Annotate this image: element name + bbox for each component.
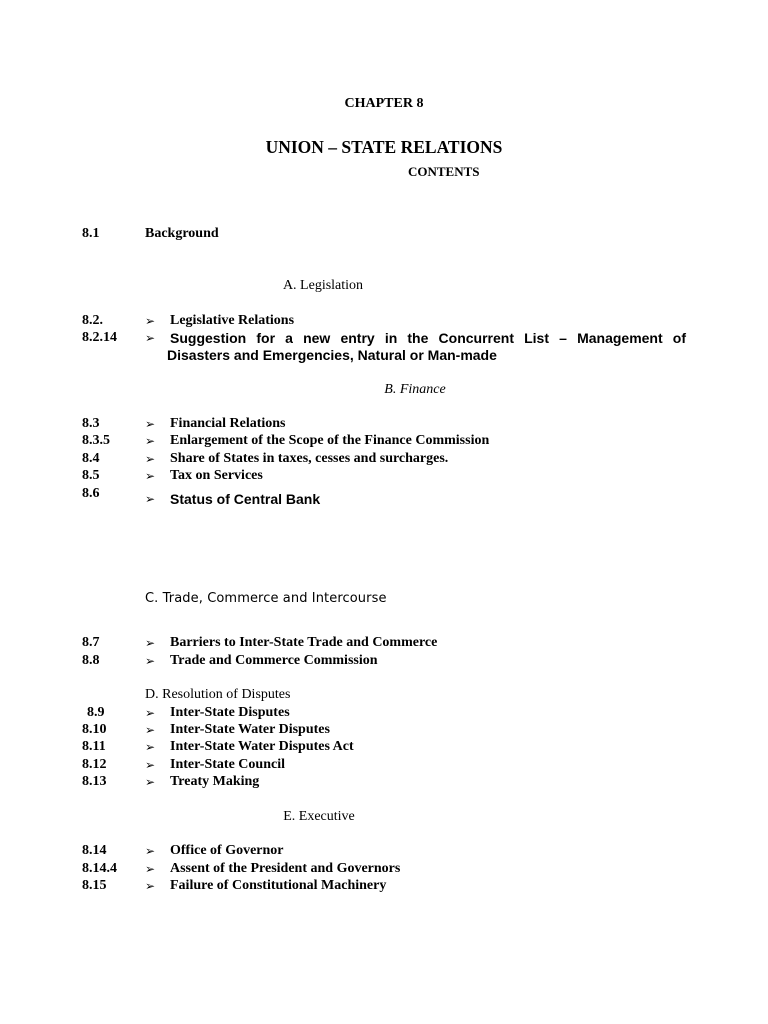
section-heading-finance: B. Finance: [384, 382, 446, 397]
entry-title: Financial Relations: [170, 416, 286, 431]
entry-number: 8.7: [82, 635, 100, 650]
entry-title: Legislative Relations: [170, 313, 295, 328]
entry-title: Trade and Commerce Commission: [170, 653, 378, 668]
section-heading-disputes: D. Resolution of Disputes: [145, 687, 291, 702]
entry-number: 8.9: [87, 705, 105, 720]
arrow-bullet-icon: ➢: [145, 331, 156, 345]
entry-title-line-1: Suggestion for a new entry in the Concurrent List – Management of: [170, 330, 686, 346]
entry-number: 8.10: [82, 722, 107, 737]
arrow-bullet-icon: ➢: [145, 469, 156, 483]
entry-title: Status of Central Bank: [170, 491, 321, 507]
entry-number: 8.15: [82, 878, 107, 893]
entry-number: 8.2.: [82, 313, 103, 328]
entry-number: 8.8: [82, 653, 100, 668]
arrow-bullet-icon: ➢: [145, 740, 156, 754]
entry-title-line-2: Disasters and Emergencies, Natural or Man-made: [167, 347, 497, 363]
entry-title: Background: [145, 226, 219, 241]
entry-title: Barriers to Inter-State Trade and Commerce: [170, 635, 438, 650]
entry-number: 8.2.14: [82, 330, 117, 345]
contents-heading: CONTENTS: [408, 164, 480, 179]
arrow-bullet-icon: ➢: [145, 862, 156, 876]
entry-number: 8.1: [82, 226, 100, 241]
arrow-bullet-icon: ➢: [145, 775, 156, 789]
section-heading-legislation: A. Legislation: [282, 278, 364, 293]
entry-title: Office of Governor: [170, 843, 284, 858]
section-heading-executive: E. Executive: [283, 809, 355, 824]
entry-title: Inter-State Water Disputes Act: [170, 739, 354, 754]
arrow-bullet-icon: ➢: [145, 314, 156, 328]
entry-number: 8.11: [82, 739, 106, 754]
arrow-bullet-icon: ➢: [145, 434, 156, 448]
entry-title: Share of States in taxes, cesses and surcharges.: [170, 451, 449, 466]
entry-number: 8.5: [82, 468, 100, 483]
entry-number: 8.14.4: [82, 861, 117, 876]
section-heading-trade: C. Trade, Commerce and Intercourse: [145, 591, 387, 606]
entry-number: 8.3: [82, 416, 100, 431]
arrow-bullet-icon: ➢: [145, 452, 156, 466]
entry-title: Inter-State Council: [170, 757, 285, 772]
arrow-bullet-icon: ➢: [145, 654, 156, 668]
arrow-bullet-icon: ➢: [145, 879, 156, 893]
entry-number: 8.13: [82, 774, 107, 789]
chapter-heading: CHAPTER 8: [344, 96, 424, 111]
entry-title: Enlargement of the Scope of the Finance Commission: [170, 433, 490, 448]
entry-title: Tax on Services: [170, 468, 263, 483]
entry-number: 8.14: [82, 843, 107, 858]
entry-title: Inter-State Disputes: [170, 705, 290, 720]
entry-number: 8.3.5: [82, 433, 110, 448]
entry-number: 8.12: [82, 757, 107, 772]
arrow-bullet-icon: ➢: [145, 636, 156, 650]
arrow-bullet-icon: ➢: [145, 844, 156, 858]
entry-title: Assent of the President and Governors: [170, 861, 401, 876]
page-title: UNION – STATE RELATIONS: [265, 137, 503, 157]
entry-title: Inter-State Water Disputes: [170, 722, 330, 737]
arrow-bullet-icon: ➢: [145, 492, 156, 506]
arrow-bullet-icon: ➢: [145, 706, 156, 720]
entry-title: Failure of Constitutional Machinery: [170, 878, 387, 893]
entry-title: Treaty Making: [170, 774, 260, 789]
arrow-bullet-icon: ➢: [145, 723, 156, 737]
arrow-bullet-icon: ➢: [145, 417, 156, 431]
entry-number: 8.6: [82, 486, 100, 501]
entry-number: 8.4: [82, 451, 100, 466]
arrow-bullet-icon: ➢: [145, 758, 156, 772]
